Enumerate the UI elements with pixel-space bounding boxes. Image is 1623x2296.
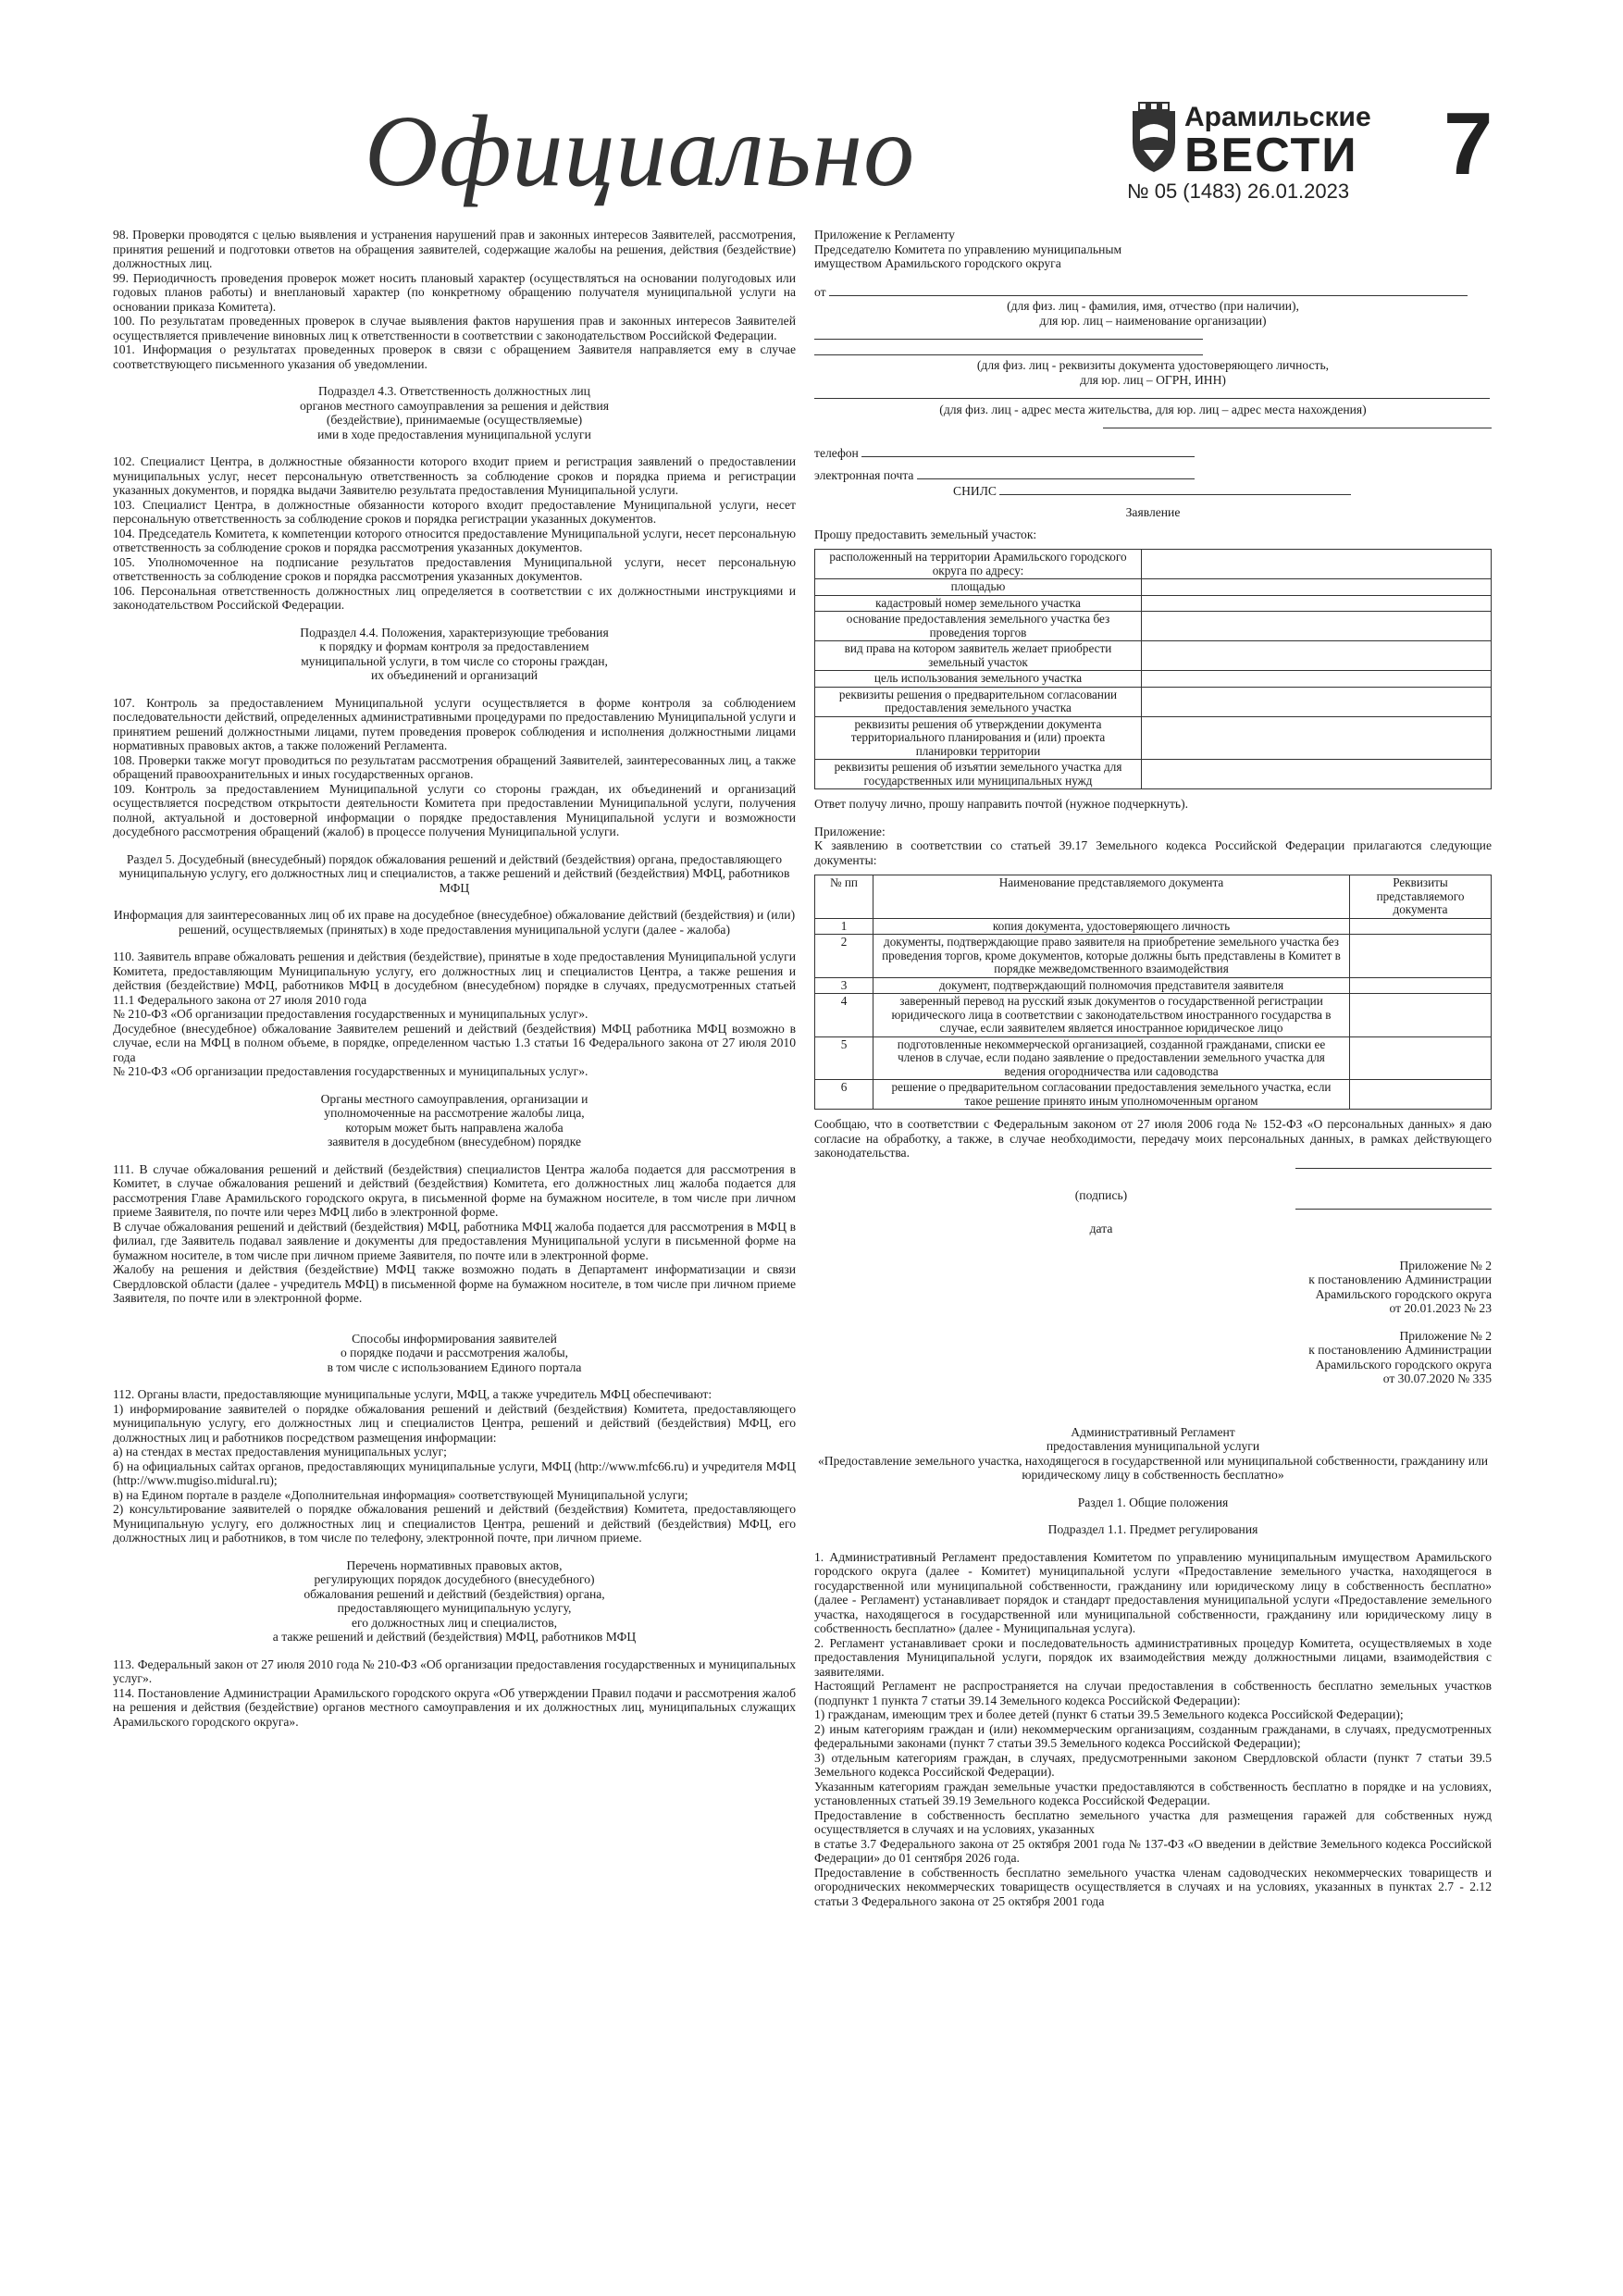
appendix-line: Председателю Комитета по управлению муниципальным — [814, 242, 1122, 256]
email-label: электронная почта — [814, 468, 914, 482]
application-addressee — [814, 228, 1492, 271]
page-header — [0, 0, 1623, 222]
section-1-heading: Раздел 1. Общие положения — [1077, 1495, 1229, 1509]
table-row — [815, 1080, 1492, 1110]
regulation-service-name: «Предоставление земельного участка, находящегося в государственной или муниципальной собственности, гражданину или юридическому лицу в собственность бесплатно» — [817, 1453, 1489, 1482]
table-cell: цель использования земельного участка — [815, 671, 1142, 688]
table-row — [815, 935, 1492, 978]
masthead-line-1: Арамильские — [1184, 102, 1371, 132]
phone-label: телефон — [814, 445, 859, 460]
document-name: копия документа, удостоверяющего личность — [873, 918, 1350, 935]
heading-line: Способы информирования заявителей — [352, 1331, 557, 1346]
document-name: документ, подтверждающий полномочия представителя заявителя — [873, 977, 1350, 994]
snils-field — [814, 483, 1492, 499]
documents-table — [814, 875, 1492, 1110]
heading-line: заявителя в досудебном (внесудебном) порядке — [327, 1135, 582, 1148]
attachment-label: Приложение: — [814, 824, 886, 838]
table-row — [815, 595, 1492, 612]
annex-line: Арамильского городского округа — [1315, 1286, 1492, 1301]
paragraph-99: 99. Периодичность проведения проверок может носить плановый характер (осуществляться на основании полугодовых или годовых планов работы) и внеплановый характер (по конкретному обращению получателя муниципальной услуги на основании приказа Комитета). — [113, 270, 796, 314]
left-column — [113, 228, 796, 1729]
blank-line — [829, 284, 1468, 296]
regulation-paragraph-5: Предоставление в собственность бесплатно земельного участка для размещения гаражей для собственных нужд осуществляется в случаях и на условиях, указанных — [814, 1807, 1492, 1836]
paragraph-111-mfc: В случае обжалования решений и действий (бездействия) МФЦ, работника МФЦ жалоба подается для рассмотрения в МФЦ в филиал, где Заявитель подавал заявление и документы для предоставления Муниципальной услуги в письменной форме на бумажном носителе, в том числе при личном приеме Заявителя, по почте или в электронной форме. — [113, 1219, 796, 1262]
document-requisites — [1350, 977, 1492, 994]
attachment-text: К заявлению в соответствии со статьей 39.17 Земельного кодекса Российской Федерации прилагаются следующие документы: — [814, 838, 1492, 867]
document-requisites — [1350, 1080, 1492, 1110]
paragraph-111: 111. В случае обжалования решений и действий (бездействия) специалистов Центра жалоба подается для рассмотрения в Комитет, в случае обжалования решений и действий (бездействия) Комитета, его должностных лиц жалоба подается для рассмотрения Главе Арамильского городского округа, в письменной форме на бумажном носителе, в том числе при личном приеме Заявителя, по почте или через МФЦ либо в электронной форме. — [113, 1161, 796, 1219]
heading-line: органов местного самоуправления за решения и действия — [300, 398, 609, 413]
hint-org: для юр. лиц – наименование организации) — [1039, 313, 1267, 328]
paragraph-112: 112. Органы власти, предоставляющие муниципальные услуги, МФЦ, а также учредитель МФЦ обеспечивают: — [113, 1387, 712, 1401]
heading-line: к порядку и формам контроля за предоставлением — [319, 639, 589, 653]
paragraph-102: 102. Специалист Центра, в должностные обязанности которого входит прием и регистрация заявлений о предоставлении муниципальных услуг, несет персональную ответственность за соблюдение сроков и порядка приема и регистрации указанных документов, и порядка выдачи Заявителю результата предоставления Муниципальной услуги. — [113, 454, 796, 497]
row-number: 4 — [815, 994, 873, 1037]
heading-line: регулирующих порядок досудебного (внесудебного) — [314, 1572, 595, 1586]
regulation-paragraph-6: в статье 3.7 Федерального закона от 25 октября 2001 года № 137-ФЗ «О введении в действие Земельного кодекса Российской Федерации» до 01 сентября 2026 года. — [814, 1836, 1492, 1865]
heading-line: ими в ходе предоставления муниципальной услуги — [317, 427, 591, 441]
heading-line: обжалования решений и действий (бездействия) органа, — [304, 1586, 605, 1601]
table-cell: реквизиты решения об изъятии земельного участка для государственных или муниципальных нужд — [815, 760, 1142, 789]
heading-line: Перечень нормативных правовых актов, — [346, 1558, 563, 1572]
paragraph-104: 104. Председатель Комитета, к компетенции которого относится предоставление Муниципальной услуги, несет персональную ответственность за соблюдение сроков и порядка рассмотрения указанных документов. — [113, 526, 796, 554]
blank-line — [814, 328, 1203, 340]
newspaper-masthead — [1127, 100, 1371, 183]
paragraph-110-law2: № 210-ФЗ «Об организации предоставления государственных и муниципальных услуг». — [113, 1064, 588, 1078]
table-row — [815, 1036, 1492, 1080]
table-row — [815, 641, 1492, 671]
document-requisites — [1350, 935, 1492, 978]
from-label: от — [814, 284, 826, 299]
table-row — [815, 760, 1492, 789]
heading-line: муниципальной услуги, в том числе со стороны граждан, — [301, 653, 608, 668]
heading-line: в том числе с использованием Единого портала — [327, 1359, 582, 1374]
paragraph-105: 105. Уполномоченное на подписание результатов предоставления Муниципальной услуги, несет персональную ответственность за соблюдение сроков и порядка рассмотрения указанных документов. — [113, 554, 796, 583]
heading-line: (бездействие), принимаемые (осуществляемые) — [326, 413, 583, 427]
paragraph-109: 109. Контроль за предоставлением Муниципальной услуги со стороны граждан, их объединений и организаций осуществляется посредством открытости деятельности Комитета при предоставлении Муниципальной услуги, получения полной, актуальной и достоверной информации о порядке предоставления Муниципальной услуги и возможности досудебного рассмотрения обращений (жалоб) в процессе получения Муниципальной услуги. — [113, 781, 796, 838]
column-header: Реквизиты представляемого документа — [1350, 875, 1492, 919]
table-row — [815, 687, 1492, 716]
table-row — [815, 612, 1492, 641]
heading-line: уполномоченные на рассмотрение жалобы лица, — [324, 1106, 585, 1120]
request-text: Прошу предоставить земельный участок: — [814, 527, 1037, 541]
regulation-subtitle: предоставления муниципальной услуги — [1046, 1439, 1260, 1453]
heading-line: Подраздел 4.3. Ответственность должностных лиц — [318, 384, 590, 398]
issue-number: № 05 (1483) 26.01.2023 — [1127, 180, 1350, 203]
paragraph-103: 103. Специалист Центра, в должностные обязанности которого входит предоставление Муниципальной услуги, несет персональную ответственность за соблюдение сроков и порядка регистрации указанных документов. — [113, 497, 796, 526]
hint-address: (для физ. лиц - адрес места жительства, для юр. лиц – адрес места нахождения) — [939, 402, 1367, 416]
heading-line: его должностных лиц и специалистов, — [351, 1615, 558, 1630]
annex-2-previous — [814, 1329, 1492, 1386]
regulation-paragraph-7: Предоставление в собственность бесплатно земельного участка членам садоводческих некоммерческих товариществ и огороднических некоммерческих товариществ осуществляется в случаях и на условиях, указанных в пунктах 2.7 - 2.12 статьи 3 Федерального закона от 25 октября 2001 года — [814, 1865, 1492, 1908]
date-label: дата — [1089, 1221, 1113, 1235]
subsection-4-4-heading — [113, 626, 796, 683]
paragraph-106: 106. Персональная ответственность должностных лиц определяется в соответствии с их должностными инструкциями и законодательством Российской Федерации. — [113, 583, 796, 612]
paragraph-110: 110. Заявитель вправе обжаловать решения и действия (бездействие), принятые в ходе предоставления Муниципальной услуги Комитета, предоставляющим Муниципальную услугу, его должностных лиц и специалистов Центра, а также решения и действия (бездействие) МФЦ, работников МФЦ в досудебном (внесудебном) порядке в случаях, предусмотренных статьей 11.1 Федерального закона от 27 июля 2010 года — [113, 949, 796, 1007]
row-number: 1 — [815, 918, 873, 935]
paragraph-101: 101. Информация о результатах проведенных проверок в связи с обращением Заявителя направляется ему в случае соответствующего письменного указания об уведомлении. — [113, 342, 796, 371]
blank-line — [1103, 416, 1492, 428]
paragraph-113: 113. Федеральный закон от 27 июля 2010 года № 210-ФЗ «Об организации предоставления государственных и муниципальных услуг». — [113, 1657, 796, 1685]
hint-name: (для физ. лиц - фамилия, имя, отчество (при наличии), — [1007, 299, 1299, 313]
heading-line: Подраздел 4.4. Положения, характеризующие требования — [300, 625, 609, 639]
paragraph-114: 114. Постановление Администрации Арамильского городского округа «Об утверждении Правил подачи и рассмотрения жалоб на решения и действия (бездействие) органов местного самоуправления и их должностных лиц, муниципальных служащих Арамильского городского округа». — [113, 1685, 796, 1729]
annex-line: к постановлению Администрации — [1308, 1343, 1492, 1357]
table-cell — [1142, 550, 1492, 579]
paragraph-112-v: в) на Едином портале в разделе «Дополнительная информация» соответствующей Муниципальной услуги; — [113, 1487, 688, 1502]
blank-line — [814, 343, 1203, 355]
legal-acts-heading — [113, 1558, 796, 1644]
regulation-title: Административный Регламент — [1071, 1424, 1235, 1439]
table-cell — [1142, 687, 1492, 716]
statement-title: Заявление — [1125, 505, 1181, 519]
table-cell: основание предоставления земельного участка без проведения торгов — [815, 612, 1142, 641]
appendix-line: имуществом Арамильского городского округа — [814, 256, 1061, 270]
paragraph-110-law: № 210-ФЗ «Об организации предоставления государственных и муниципальных услуг». — [113, 1007, 588, 1021]
paragraph-112-a: а) на стендах в местах предоставления муниципальных услуг; — [113, 1445, 447, 1458]
table-cell — [1142, 671, 1492, 688]
email-field — [814, 467, 1492, 483]
blank-line — [917, 467, 1195, 479]
signature-block — [814, 1168, 1492, 1233]
column-header: № пп — [815, 875, 873, 919]
table-cell: реквизиты решения о предварительном согласовании предоставления земельного участка — [815, 687, 1142, 716]
table-cell: кадастровый номер земельного участка — [815, 595, 1142, 612]
table-cell — [1142, 641, 1492, 671]
annex-line: Приложение № 2 — [1399, 1328, 1492, 1343]
table-row — [815, 994, 1492, 1037]
table-cell: расположенный на территории Арамильского городского округа по адресу: — [815, 550, 1142, 579]
row-number: 5 — [815, 1036, 873, 1080]
hint-requisites: (для физ. лиц - реквизиты документа удостоверяющего личность, — [976, 358, 1330, 372]
table-row — [815, 579, 1492, 596]
table-row — [815, 918, 1492, 935]
paragraph-98: 98. Проверки проводятся с целью выявления и устранения нарушений прав и законных интересов Заявителей, рассмотрения, принятия решений и подготовки ответов на обращения заявителей, содержащие жалобы на решения, действия (бездействие) должностных лиц. — [113, 228, 796, 270]
page-number: 7 — [1443, 94, 1493, 193]
paragraph-108: 108. Проверки также могут проводиться по результатам рассмотрения обращений Заявителей, заинтересованных лиц, а также обращений правоохранительных и иных государственных органов. — [113, 752, 796, 781]
heading-line: Органы местного самоуправления, организации и — [320, 1091, 588, 1106]
row-number: 3 — [815, 977, 873, 994]
regulation-item-2: 2) иным категориям граждан и (или) некоммерческим организациям, созданным гражданами, в случаях, предусмотренных федеральными законами (пункт 7 статьи 39.5 Земельного кодекса Российской Федерации); — [814, 1721, 1492, 1750]
table-cell — [1142, 612, 1492, 641]
annex-line: Приложение № 2 — [1399, 1258, 1492, 1272]
annex-line: от 20.01.2023 № 23 — [1389, 1301, 1492, 1315]
table-row — [815, 671, 1492, 688]
table-cell — [1142, 595, 1492, 612]
table-header-row — [815, 875, 1492, 919]
annex-line: Арамильского городского округа — [1315, 1357, 1492, 1371]
heading-line: а также решений и действий (бездействия) МФЦ, работников МФЦ — [272, 1630, 637, 1644]
section-5-heading: Раздел 5. Досудебный (внесудебный) порядок обжалования решений и действий (бездействия) органа, предоставляющего муниципальную услугу, его должностных лиц и специалистов, а также решений и действий (бездействия) МФЦ, работников МФЦ — [118, 851, 790, 895]
table-cell: вид права на котором заявитель желает приобрести земельный участок — [815, 641, 1142, 671]
personal-data-consent: Сообщаю, что в соответствии с Федеральным законом от 27 июля 2006 года № 152-ФЗ «О персональных данных» я даю согласие на обработку, а также, в случае необходимости, передачу моих персональных данных, в рамках действующего законодательства. — [814, 1117, 1492, 1160]
paragraph-107: 107. Контроль за предоставлением Муниципальной услуги осуществляется в форме контроля за соблюдением последовательности действий, определенных административными процедурами по предоставлению Муниципальной услуги и принятием решений должностными лицами, путем проведения проверок соблюдения и исполнения должностными лицами нормативных правовых актов, а также положений Регламента. — [113, 695, 796, 752]
signature-line — [1295, 1168, 1492, 1169]
table-row — [815, 977, 1492, 994]
table-cell — [1142, 716, 1492, 760]
annex-2-current — [814, 1259, 1492, 1316]
annex-line: к постановлению Администрации — [1308, 1272, 1492, 1286]
regulation-item-1: 1) гражданам, имеющим трех и более детей (пункт 6 статьи 39.5 Земельного кодекса Российской Федерации); — [814, 1707, 1404, 1721]
informing-heading — [113, 1332, 796, 1375]
subsection-1-1-heading: Подраздел 1.1. Предмет регулирования — [1047, 1522, 1258, 1536]
table-row — [815, 550, 1492, 579]
paragraph-112-2: 2) консультирование заявителей о порядке обжалования решений и действий (бездействия) Комитета, предоставляющего Муниципальную услугу, его должностных лиц и специалистов Центра, решений и действий (бездействия) МФЦ, его должностных лиц и работников, в том числе по телефону, электронной почте, при личном приеме. — [113, 1502, 796, 1545]
phone-field — [814, 445, 1492, 461]
document-requisites — [1350, 994, 1492, 1037]
paragraph-110-mfc: Досудебное (внесудебное) обжалование Заявителем решений и действий (бездействия) МФЦ работника МФЦ возможно в случае, если на МФЦ в полном объеме, в порядке, определенном частью 1.3 статьи 16 Федерального закона от 27 июля 2010 года — [113, 1021, 796, 1064]
document-name: решение о предварительном согласовании предоставления земельного участка, если такое решение принято иным уполномоченным органом — [873, 1080, 1350, 1110]
column-header: Наименование представляемого документа — [873, 875, 1350, 919]
regulation-paragraph-3: Настоящий Регламент не распространяется на случаи предоставления в собственность бесплатно земельных участков (подпункт 1 пункта 7 статьи 39.14 Земельного кодекса Российской Федерации): — [814, 1679, 1492, 1707]
document-name: заверенный перевод на русский язык документов о государственной регистрации юридического лица в соответствии с законодательством иностранного государства в случае, если заявителем является иностранное юридическое лицо — [873, 994, 1350, 1037]
snils-label: СНИЛС — [953, 483, 997, 498]
paragraph-112-1: 1) информирование заявителей о порядке обжалования решений и действий (бездействия) Комитета, предоставляющего муниципальную услугу, его должностных лиц и специалистов Центра, решений и действий (бездействия) МФЦ, его должностных лиц и работников посредством размещения информации: — [113, 1401, 796, 1445]
regulation-paragraph-1: 1. Административный Регламент предоставления Комитетом по управлению муниципальным имуществом Арамильского городского округа (далее - Комитет) муниципальной услуги «Предоставление земельного участка, находящегося в государственной или муниципальной собственности, гражданину или юридическому лицу в собственность бесплатно» (далее - Регламент) устанавливает порядок и стандарт предоставления муниципальной услуги «Предоставление земельного участка, находящегося в государственной или муниципальной собственности, гражданину или юридическому лицу в собственность бесплатно» (далее - Муниципальная услуга). — [814, 1549, 1492, 1635]
document-requisites — [1350, 1036, 1492, 1080]
section-title: Официально — [365, 94, 916, 207]
date-line — [1295, 1209, 1492, 1210]
answer-text: Ответ получу лично, прошу направить почтой (нужное подчеркнуть). — [814, 797, 1189, 811]
table-cell: реквизиты решения об утверждении документа территориального планирования и (или) проекта планировки территории — [815, 716, 1142, 760]
table-cell — [1142, 579, 1492, 596]
organs-heading — [113, 1092, 796, 1149]
blank-line — [814, 387, 1490, 399]
blank-line — [999, 483, 1351, 495]
appendix-line: Приложение к Регламенту — [814, 228, 955, 242]
land-plot-table — [814, 549, 1492, 789]
blank-line — [861, 445, 1195, 457]
heading-line: которым может быть направлена жалоба — [345, 1120, 564, 1135]
regulation-item-3: 3) отдельным категориям граждан, в случаях, предусмотренными законом Свердловской области (пункт 7 статьи 39.5 Земельного кодекса Российской Федерации). — [814, 1750, 1492, 1779]
regulation-paragraph-2: 2. Регламент устанавливает сроки и последовательность административных процедур Комитета, осуществляемых в ходе предоставления Муниципальной услуги, порядок их взаимодействия между должностными лицами, взаимодействия с заявителями. — [814, 1635, 1492, 1679]
heading-line: предоставляющего муниципальную услугу, — [337, 1601, 572, 1615]
subsection-4-3-heading — [113, 384, 796, 441]
masthead-line-2: ВЕСТИ — [1184, 129, 1358, 182]
right-column — [814, 228, 1492, 1908]
heading-line: о порядке подачи и рассмотрения жалобы, — [340, 1346, 569, 1359]
document-name: подготовленные некоммерческой организацией, созданной гражданами, списки ее членов в случае, если подано заявление о предоставлении земельного участка для ведения огородничества или садоводства — [873, 1036, 1350, 1080]
document-requisites — [1350, 918, 1492, 935]
row-number: 6 — [815, 1080, 873, 1110]
section-5-info-heading: Информация для заинтересованных лиц об их праве на досудебное (внесудебное) обжалование действий (бездействия) и (или) решений, осуществляемых (принятых) в ходе предоставления муниципальной услуги (далее - жалоба) — [113, 908, 796, 937]
paragraph-100: 100. По результатам проведенных проверок в случае выявления фактов нарушения прав и законных интересов Заявителей осуществляется привлечение виновных лиц к ответственности в соответствии с законодательством Российской Федерации. — [113, 314, 796, 342]
from-field — [814, 284, 1492, 300]
paragraph-111-founder: Жалобу на решения и действия (бездействие) МФЦ также возможно подать в Департамент информатизации и связи Свердловской области (далее - учредитель МФЦ) в письменной форме на бумажном носителе, в том числе при личном приеме Заявителя, по почте или в электронной форме. — [113, 1262, 796, 1305]
document-name: документы, подтверждающие право заявителя на приобретение земельного участка без проведения торгов, кроме документов, которые должны быть представлены в Комитет в порядке межведомственного взаимодействия — [873, 935, 1350, 978]
regulation-paragraph-4: Указанным категориям граждан земельные участки предоставляются в собственность бесплатно в порядке и на условиях, установленных статьей 39.19 Земельного кодекса Российской Федерации. — [814, 1779, 1492, 1807]
annex-line: от 30.07.2020 № 335 — [1382, 1371, 1492, 1385]
heading-line: их объединений и организаций — [370, 668, 539, 682]
row-number: 2 — [815, 935, 873, 978]
city-crest-icon — [1127, 102, 1181, 174]
signature-label: (подпись) — [1074, 1187, 1128, 1202]
paragraph-112-b: б) на официальных сайтах органов, предоставляющих муниципальные услуги, МФЦ (http://www.mfc66.ru) и учредителя МФЦ (http://www.mugiso.midural.ru); — [113, 1458, 796, 1487]
table-cell — [1142, 760, 1492, 789]
hint-requisites-org: для юр. лиц – ОГРН, ИНН) — [1080, 372, 1226, 387]
table-cell: площадью — [815, 579, 1142, 596]
table-row — [815, 716, 1492, 760]
